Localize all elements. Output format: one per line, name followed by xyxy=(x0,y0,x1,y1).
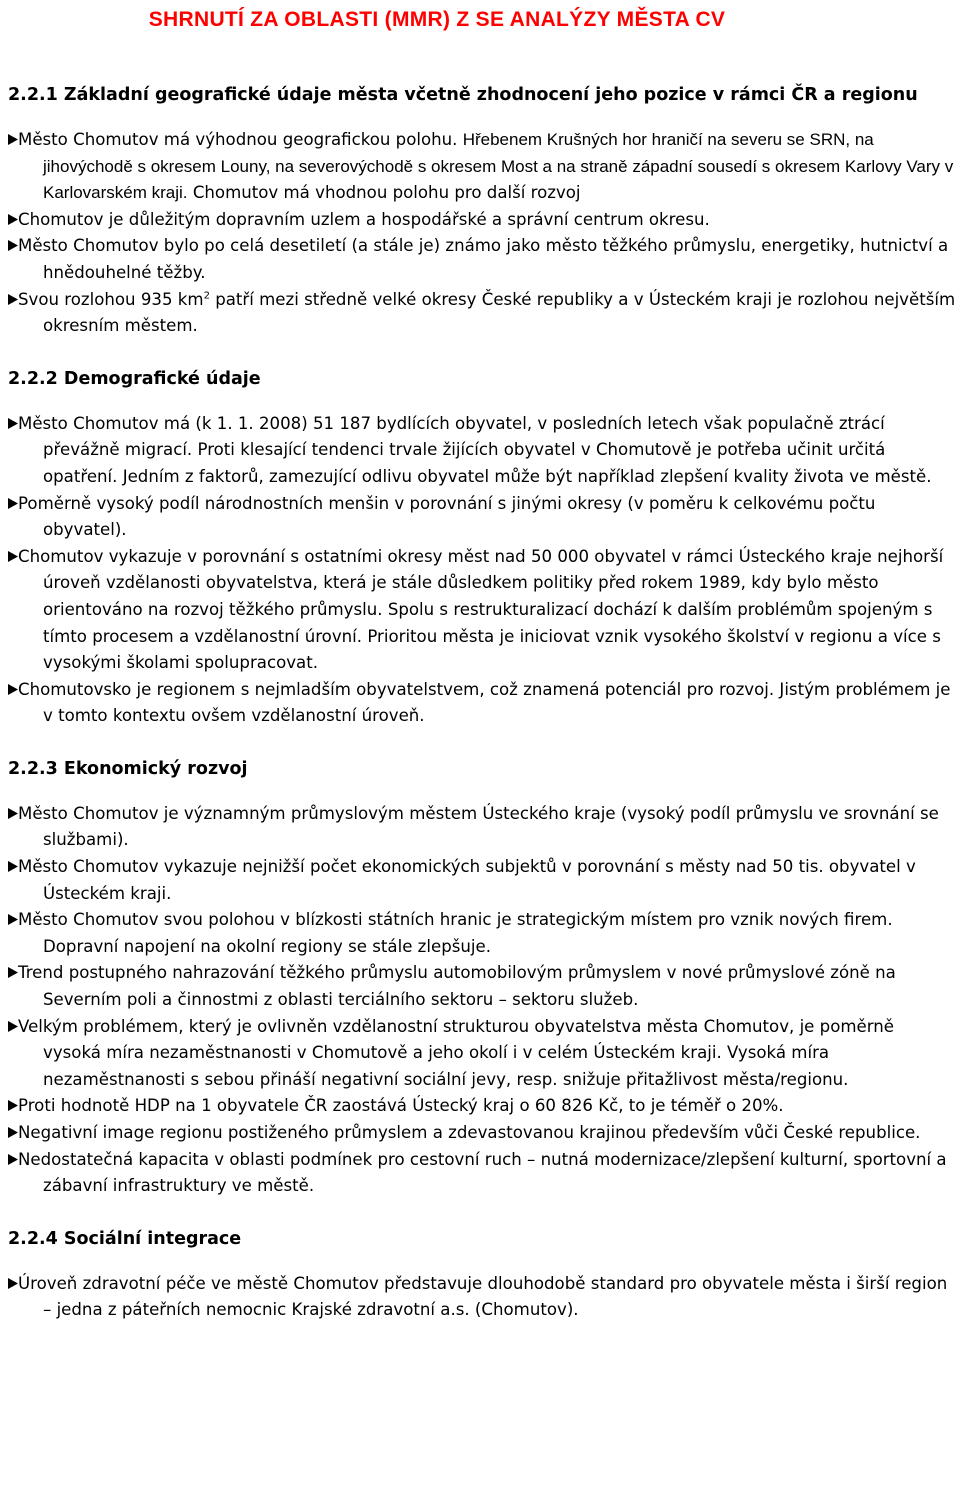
list-item xyxy=(8,411,956,491)
section-heading: 2.2.4 Sociální integrace xyxy=(8,1228,242,1249)
bullet-text: Úroveň zdravotní péče ve městě Chomutov představuje dlouhodobě standard pro obyvatele města i širší region – jedna z páteřních nemocnic Krajské zdravotní a.s. (Chomutov). xyxy=(18,1273,948,1320)
right-pointing-triangle-icon xyxy=(8,233,18,260)
bullet-list xyxy=(8,411,956,730)
right-pointing-triangle-icon xyxy=(8,491,18,518)
bullet-list xyxy=(8,801,956,1200)
section-heading: 2.2.2 Demografické údaje xyxy=(8,368,261,389)
right-pointing-triangle-icon xyxy=(8,287,18,314)
bullet-text: Poměrně vysoký podíl národnostních menšin v porovnání s jinými okresy (v poměru k celkovému počtu obyvatel). xyxy=(18,493,876,540)
section-heading: 2.2.1 Základní geografické údaje města včetně zhodnocení jeho pozice v rámci ČR a regionu xyxy=(8,85,918,105)
superscript: 2 xyxy=(203,290,210,302)
bullet-text: Svou rozlohou 935 km xyxy=(18,289,204,309)
bullet-text: Nedostatečná kapacita v oblasti podmínek pro cestovní ruch – nutná modernizace/zlepšení kulturní, sportovní a zábavní infrastruktury ve městě. xyxy=(18,1149,947,1196)
right-pointing-triangle-icon xyxy=(8,1093,18,1120)
list-item xyxy=(8,491,956,544)
section-heading: 2.2.3 Ekonomický rozvoj xyxy=(8,758,248,779)
list-item xyxy=(8,907,956,960)
list-item xyxy=(8,960,956,1013)
bullet-text: Město Chomutov vykazuje nejnižší počet ekonomických subjektů v porovnání s městy nad 50 tis. obyvatel v Ústeckém kraji. xyxy=(18,857,916,903)
document-page xyxy=(8,0,956,1324)
bullet-text: Chomutov vykazuje v porovnání s ostatními okresy měst nad 50 000 obyvatel v rámci Ústeckého kraje nejhorší úroveň vzdělanosti obyvatelstva, která je stále důsledkem politiky před rokem 1989, kdy bylo město orientováno na rozvoj těžkého průmyslu. Spolu s restrukturalizací dochází k dalším problémům spojeným s tímto procesem a vzdělanostní úrovní. Prioritou města je iniciovat vznik vysokého školství v regionu a více s vysokými školami spolupracovat. xyxy=(18,546,944,673)
list-item xyxy=(8,1271,956,1324)
bullet-text: Město Chomutov má (k 1. 1. 2008) 51 187 bydlících obyvatel, v posledních letech však populačně ztrácí převážně migrací. Proti klesající tendenci trvale žijících obyvatel v Chomutově je potřeba učinit určitá opatření. Jedním z faktorů, zamezující odlivu obyvatel může být například zlepšení kvality života ve městě. xyxy=(18,413,932,486)
right-pointing-triangle-icon xyxy=(8,801,18,828)
bullet-text: Negativní image regionu postiženého průmyslem a zdevastovanou krajinou především vůči České republice. xyxy=(18,1123,921,1142)
right-pointing-triangle-icon xyxy=(8,544,18,571)
bullet-text: Chomutovsko je regionem s nejmladším obyvatelstvem, což znamená potenciál pro rozvoj. Jistým problémem je v tomto kontextu ovšem vzdělanostní úroveň. xyxy=(18,679,951,726)
right-pointing-triangle-icon xyxy=(8,677,18,704)
right-pointing-triangle-icon xyxy=(8,1120,18,1147)
right-pointing-triangle-icon xyxy=(8,207,18,234)
right-pointing-triangle-icon xyxy=(8,854,18,881)
list-item xyxy=(8,544,956,677)
right-pointing-triangle-icon xyxy=(8,1147,18,1174)
section-social-integration xyxy=(8,1226,956,1324)
bullet-text: Chomutov má vhodnou polohu pro další rozvoj xyxy=(192,183,581,203)
bullet-text: Město Chomutov je významným průmyslovým městem Ústeckého kraje (vysoký podíl průmyslu ve srovnání se službami). xyxy=(18,803,939,850)
list-item xyxy=(8,801,956,854)
bullet-list xyxy=(8,1271,956,1324)
right-pointing-triangle-icon xyxy=(8,1014,18,1041)
list-item xyxy=(8,127,956,207)
bullet-list xyxy=(8,127,956,340)
bullet-text: Město Chomutov svou polohou v blízkosti státních hranic je strategickým místem pro vznik nových firem. Dopravní napojení na okolní regiony se stále zlepšuje. xyxy=(18,910,893,956)
bullet-text: Trend postupného nahrazování těžkého průmyslu automobilovým průmyslem v nové průmyslové zóně na Severním poli a činnostmi z oblasti terciálního sektoru – sektoru služeb. xyxy=(18,963,896,1010)
list-item xyxy=(8,287,956,340)
right-pointing-triangle-icon xyxy=(8,960,18,987)
page-title: SHRNUTÍ ZA OBLASTI (MMR) Z SE ANALÝZY MĚSTA CV xyxy=(148,8,726,31)
bullet-text: Město Chomutov má výhodnou geografickou polohu. xyxy=(18,130,458,149)
section-demographics xyxy=(8,366,956,730)
bullet-text: Město Chomutov bylo po celá desetiletí (a stále je) známo jako město těžkého průmyslu, energetiky, hutnictví a hnědouhelné těžby. xyxy=(18,236,949,282)
right-pointing-triangle-icon xyxy=(8,907,18,934)
right-pointing-triangle-icon xyxy=(8,1271,18,1298)
list-item xyxy=(8,233,956,286)
right-pointing-triangle-icon xyxy=(8,411,18,438)
section-economy xyxy=(8,756,956,1200)
list-item xyxy=(8,1093,956,1120)
bullet-text: patří mezi středně velké okresy České republiky a v Ústeckém kraji je rozlohou největším okresním městem. xyxy=(43,289,956,336)
bullet-text: Proti hodnotě HDP na 1 obyvatele ČR zaostává Ústecký kraj o 60 826 Kč, to je téměř o 20%. xyxy=(18,1096,784,1116)
list-item xyxy=(8,1147,956,1200)
list-item xyxy=(8,207,956,234)
list-item xyxy=(8,1120,956,1147)
right-pointing-triangle-icon xyxy=(8,127,18,154)
list-item xyxy=(8,1014,956,1094)
bullet-text: Velkým problémem, který je ovlivněn vzdělanostní strukturou obyvatelstva města Chomutov, je poměrně vysoká míra nezaměstnanosti v Chomutově a jeho okolí i v celém Ústeckém kraji. Vysoká míra nezaměstnanosti s sebou přináší negativní sociální jevy, resp. snižuje přitažlivost města/regionu. xyxy=(18,1016,894,1089)
section-geography xyxy=(8,82,956,340)
list-item xyxy=(8,854,956,907)
bullet-text: Hřebenem Krušných hor hraničí na severu se SRN, na jihovýchodě s okresem Louny, na severovýchodě s okresem Most a na straně západní sousedí s okresem Karlovy Vary v Karlovarském kraji. xyxy=(43,130,954,203)
bullet-text: Chomutov je důležitým dopravním uzlem a hospodářské a správní centrum okresu. xyxy=(18,209,710,229)
list-item xyxy=(8,677,956,730)
